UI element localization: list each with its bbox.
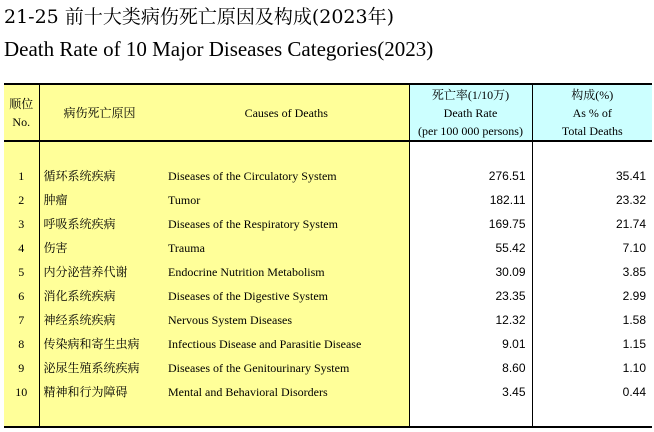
cause-cn-cell: 肿瘤 (39, 188, 164, 212)
percent-cell: 2.99 (532, 284, 652, 308)
death-rate-cell: 55.42 (409, 236, 532, 260)
death-rate-cell: 276.51 (409, 164, 532, 188)
cause-en-cell: Tumor (164, 188, 409, 212)
cause-en-cell: Endocrine Nutrition Metabolism (164, 260, 409, 284)
cause-en-cell: Diseases of the Genitourinary System (164, 356, 409, 380)
percent-cell: 1.10 (532, 356, 652, 380)
cause-cn-cell: 内分泌营养代谢 (39, 260, 164, 284)
percent-cell: 35.41 (532, 164, 652, 188)
header-pct-en: As % of (572, 105, 612, 120)
table-row (4, 212, 652, 236)
rank-cell: 2 (4, 188, 39, 212)
table-row (4, 260, 652, 284)
death-rate-cell: 12.32 (409, 308, 532, 332)
table-header-row (4, 84, 652, 141)
table-title-chinese: 21-25 前十大类病伤死亡原因及构成(2023年) (4, 6, 394, 28)
table-row (4, 164, 652, 188)
table-row (4, 356, 652, 380)
rank-cell: 8 (4, 332, 39, 356)
header-rank (4, 84, 39, 141)
percent-cell: 23.32 (532, 188, 652, 212)
table-bottom-row (4, 404, 652, 427)
cause-en-cell: Infectious Disease and Parasitie Disease (164, 332, 409, 356)
spacer-cell (532, 141, 652, 164)
table-row (4, 236, 652, 260)
death-rate-cell: 23.35 (409, 284, 532, 308)
death-rate-cell: 8.60 (409, 356, 532, 380)
spacer-cell (409, 404, 532, 427)
table-title-english: Death Rate of 10 Major Diseases Categories(2023) (4, 37, 434, 61)
cause-cn-cell: 精神和行为障碍 (39, 380, 164, 404)
cause-cn-cell: 伤害 (39, 236, 164, 260)
rank-cell: 10 (4, 380, 39, 404)
rank-cell: 3 (4, 212, 39, 236)
table-row (4, 188, 652, 212)
death-rate-cell: 169.75 (409, 212, 532, 236)
spacer-cell (164, 404, 409, 427)
table-row (4, 380, 652, 404)
cause-en-cell: Diseases of the Digestive System (164, 284, 409, 308)
cause-en-cell: Diseases of the Respiratory System (164, 212, 409, 236)
cause-cn-cell: 神经系统疾病 (39, 308, 164, 332)
header-cause-en: Causes of Deaths (164, 84, 409, 141)
spacer-cell (532, 404, 652, 427)
spacer-cell (39, 141, 164, 164)
percent-cell: 1.58 (532, 308, 652, 332)
cause-cn-cell: 呼吸系统疾病 (39, 212, 164, 236)
cause-cn-cell: 消化系统疾病 (39, 284, 164, 308)
cause-cn-cell: 泌尿生殖系统疾病 (39, 356, 164, 380)
spacer-cell (4, 141, 39, 164)
table-row (4, 332, 652, 356)
percent-cell: 0.44 (532, 380, 652, 404)
percent-cell: 3.85 (532, 260, 652, 284)
header-rank-en: No. (12, 114, 31, 129)
cause-en-cell: Mental and Behavioral Disorders (164, 380, 409, 404)
header-death-rate (409, 84, 532, 141)
death-rate-cell: 3.45 (409, 380, 532, 404)
header-pct-cn: 构成(%) (571, 87, 614, 102)
spacer-cell (164, 141, 409, 164)
header-pct-en-2: Total Deaths (561, 123, 623, 138)
header-rank-cn: 顺位 (9, 96, 34, 111)
cause-cn-cell: 传染病和寄生虫病 (39, 332, 164, 356)
cause-en-cell: Nervous System Diseases (164, 308, 409, 332)
table-spacer-row (4, 141, 652, 164)
death-rate-cell: 182.11 (409, 188, 532, 212)
table-row (4, 284, 652, 308)
cause-en-cell: Diseases of the Circulatory System (164, 164, 409, 188)
percent-cell: 7.10 (532, 236, 652, 260)
spacer-cell (4, 404, 39, 427)
table-row (4, 308, 652, 332)
percent-cell: 1.15 (532, 332, 652, 356)
spacer-cell (409, 141, 532, 164)
rank-cell: 6 (4, 284, 39, 308)
rank-cell: 1 (4, 164, 39, 188)
header-percent (532, 84, 652, 141)
header-cause-cn: 病伤死亡原因 (39, 84, 164, 141)
death-rate-cell: 9.01 (409, 332, 532, 356)
death-rate-cell: 30.09 (409, 260, 532, 284)
header-rate-unit: (per 100 000 persons) (418, 123, 523, 138)
rank-cell: 9 (4, 356, 39, 380)
rank-cell: 7 (4, 308, 39, 332)
header-rate-en: Death Rate (443, 105, 498, 120)
rank-cell: 5 (4, 260, 39, 284)
cause-en-cell: Trauma (164, 236, 409, 260)
rank-cell: 4 (4, 236, 39, 260)
death-rate-table (4, 83, 652, 428)
percent-cell: 21.74 (532, 212, 652, 236)
header-rate-cn: 死亡率(1/10万) (431, 87, 510, 102)
cause-cn-cell: 循环系统疾病 (39, 164, 164, 188)
spacer-cell (39, 404, 164, 427)
